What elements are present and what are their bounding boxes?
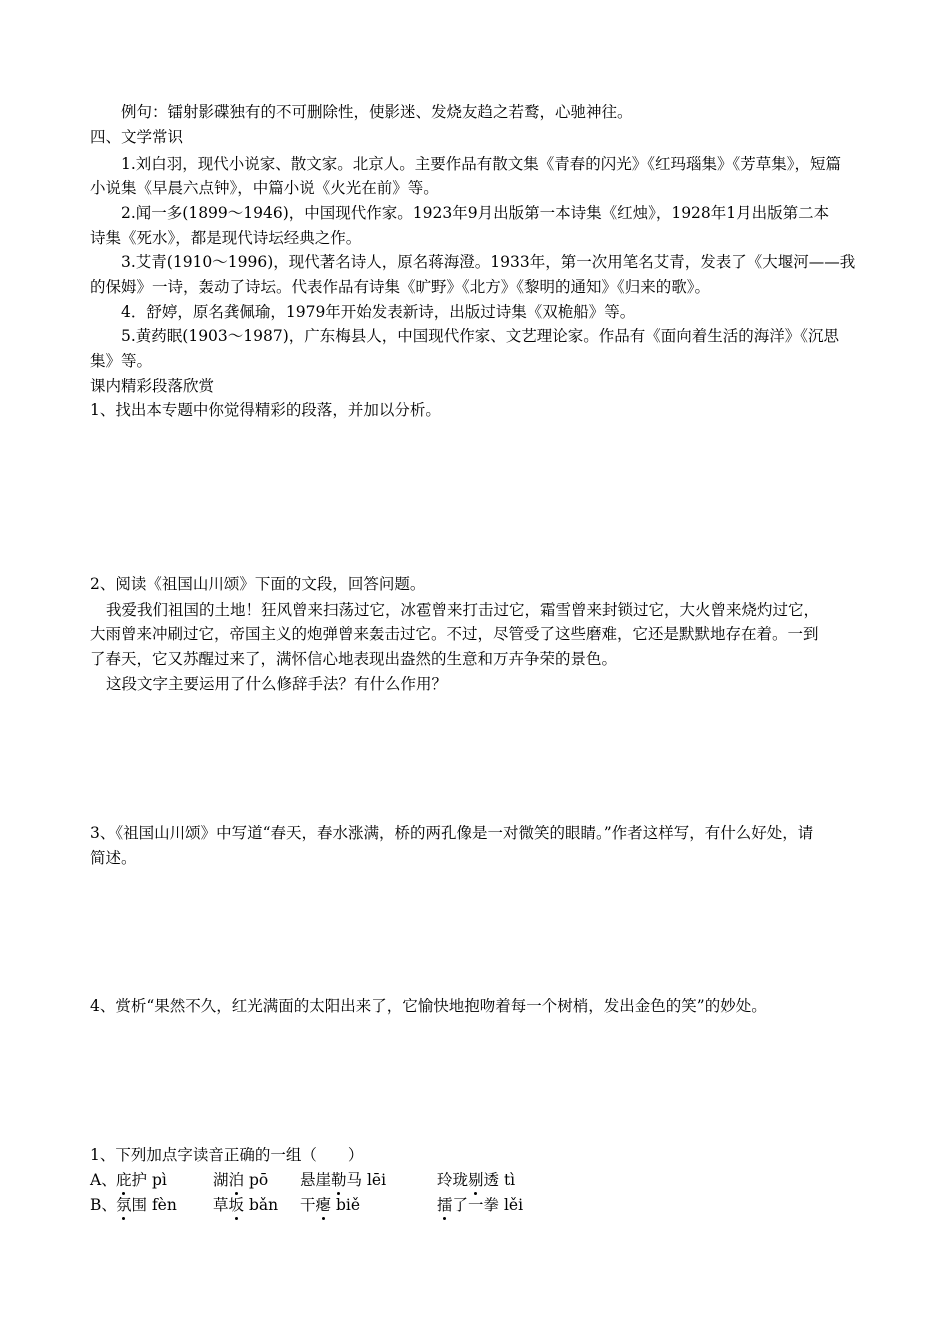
option-b-word-2 — [213, 1195, 278, 1215]
lit-item-1-line-1: 1.刘白羽，现代小说家、散文家。北京人。主要作品有散文集《青春的闪光》《红玛瑙集》《芳草集》，短篇 — [121, 155, 842, 173]
option-a-word-3-dotted: 勒 — [331, 1171, 347, 1189]
example-sentence: 例句：镭射影碟独有的不可删除性，使影迷、发烧友趋之若鹜，心驰神往。 — [121, 103, 633, 121]
question-2-prompt: 这段文字主要运用了什么修辞手法？有什么作用？ — [106, 675, 448, 693]
option-a-word-3-post: 马 lēi — [346, 1171, 387, 1189]
option-a-word-4-dotted: 剔 — [468, 1171, 484, 1189]
option-b-word-3-pre: 干 — [300, 1196, 316, 1214]
option-b-word-3 — [300, 1195, 360, 1215]
option-a-word-2 — [213, 1170, 268, 1190]
question-4: 4、赏析“果然不久，红光满面的太阳出来了，它愉快地抱吻着每一个树梢，发出金色的笑”的妙处。 — [90, 997, 767, 1015]
option-b-word-4-dotted: 擂 — [437, 1196, 453, 1214]
option-b-word-2-pre: 草 — [213, 1196, 229, 1214]
question-2-title: 2、阅读《祖国山川颂》下面的文段，回答问题。 — [90, 575, 426, 593]
question-3-line-2: 简述。 — [90, 849, 137, 867]
lit-item-2-line-2: 诗集《死水》，都是现代诗坛经典之作。 — [90, 229, 362, 247]
option-a-word-1-dotted: 庇 — [116, 1171, 132, 1189]
lit-item-5-line-2: 集》等。 — [90, 352, 153, 370]
option-a-word-4-post: 透 tì — [483, 1171, 516, 1189]
option-b-word-2-dotted: 坂 — [228, 1196, 245, 1214]
option-a-label: A、 — [90, 1171, 117, 1189]
lit-item-3-line-1: 3.艾青(1910～1996)，现代著名诗人，原名蒋海澄。1933年，第一次用笔名艾青，发表了《大堰河——我 — [121, 253, 856, 271]
lit-item-3-line-2: 的保姆》一诗，轰动了诗坛。代表作品有诗集《旷野》《北方》《黎明的通知》《归来的歌》。 — [90, 278, 711, 296]
question-2-passage-line-1: 我爱我们祖国的土地！狂风曾来扫荡过它，冰雹曾来打击过它，霜雪曾来封锁过它，大火曾来烧灼过它， — [106, 601, 820, 619]
option-a-word-2-post: pō — [244, 1171, 269, 1189]
question-2-passage-line-3: 了春天，它又苏醒过来了，满怀信心地表现出盎然的生意和万卉争荣的景色。 — [90, 650, 618, 668]
option-a-word-4 — [437, 1170, 515, 1190]
question-3-line-1: 3、《祖国山川颂》中写道“春天，春水涨满，桥的两孔像是一对微笑的眼睛。”作者这样写，有什么好处，请 — [90, 824, 814, 842]
option-b-word-2-post: bǎn — [244, 1196, 279, 1214]
mc-question-1-title: 1、下列加点字读音正确的一组（ ） — [90, 1146, 364, 1164]
question-1: 1、找出本专题中你觉得精彩的段落，并加以分析。 — [90, 401, 441, 419]
question-2-passage-line-2: 大雨曾来冲刷过它，帝国主义的炮弹曾来轰击过它。不过，尽管受了这些磨难，它还是默默地存在着。一到 — [90, 625, 819, 643]
lit-item-4: 4．舒婷，原名龚佩瑜，1979年开始发表新诗，出版过诗集《双桅船》等。 — [121, 303, 636, 321]
option-b-word-4 — [437, 1195, 523, 1215]
section-heading-appreciation: 课内精彩段落欣赏 — [90, 377, 215, 395]
option-b-word-1 — [116, 1195, 177, 1215]
option-a-word-2-dotted: 泊 — [228, 1171, 245, 1189]
option-a-word-3 — [300, 1170, 386, 1190]
option-b-word-3-dotted: 瘪 — [315, 1196, 332, 1214]
option-b-label: B、 — [90, 1196, 117, 1214]
option-a-word-1-post: 护 pì — [131, 1171, 167, 1189]
option-a-word-1 — [116, 1170, 167, 1190]
option-b-word-3-post: biě — [331, 1196, 361, 1214]
section-heading-literature: 四、文学常识 — [90, 128, 184, 146]
option-b-word-1-dotted: 氛 — [116, 1196, 132, 1214]
option-a-word-2-pre: 湖 — [213, 1171, 229, 1189]
option-b-word-1-post: 围 fèn — [131, 1196, 177, 1214]
lit-item-2-line-1: 2.闻一多(1899～1946)，中国现代作家。1923年9月出版第一本诗集《红烛》，1928年1月出版第二本 — [121, 204, 830, 222]
option-b-word-4-post: 了一拳 lěi — [452, 1196, 524, 1214]
lit-item-5-line-1: 5.黄药眠(1903～1987)，广东梅县人，中国现代作家、文艺理论家。作品有《面向着生活的海洋》《沉思 — [121, 327, 840, 345]
option-a-word-3-pre: 悬崖 — [300, 1171, 332, 1189]
option-a-word-4-pre: 玲珑 — [437, 1171, 469, 1189]
lit-item-1-line-2: 小说集《早晨六点钟》，中篇小说《火光在前》等。 — [90, 179, 439, 197]
